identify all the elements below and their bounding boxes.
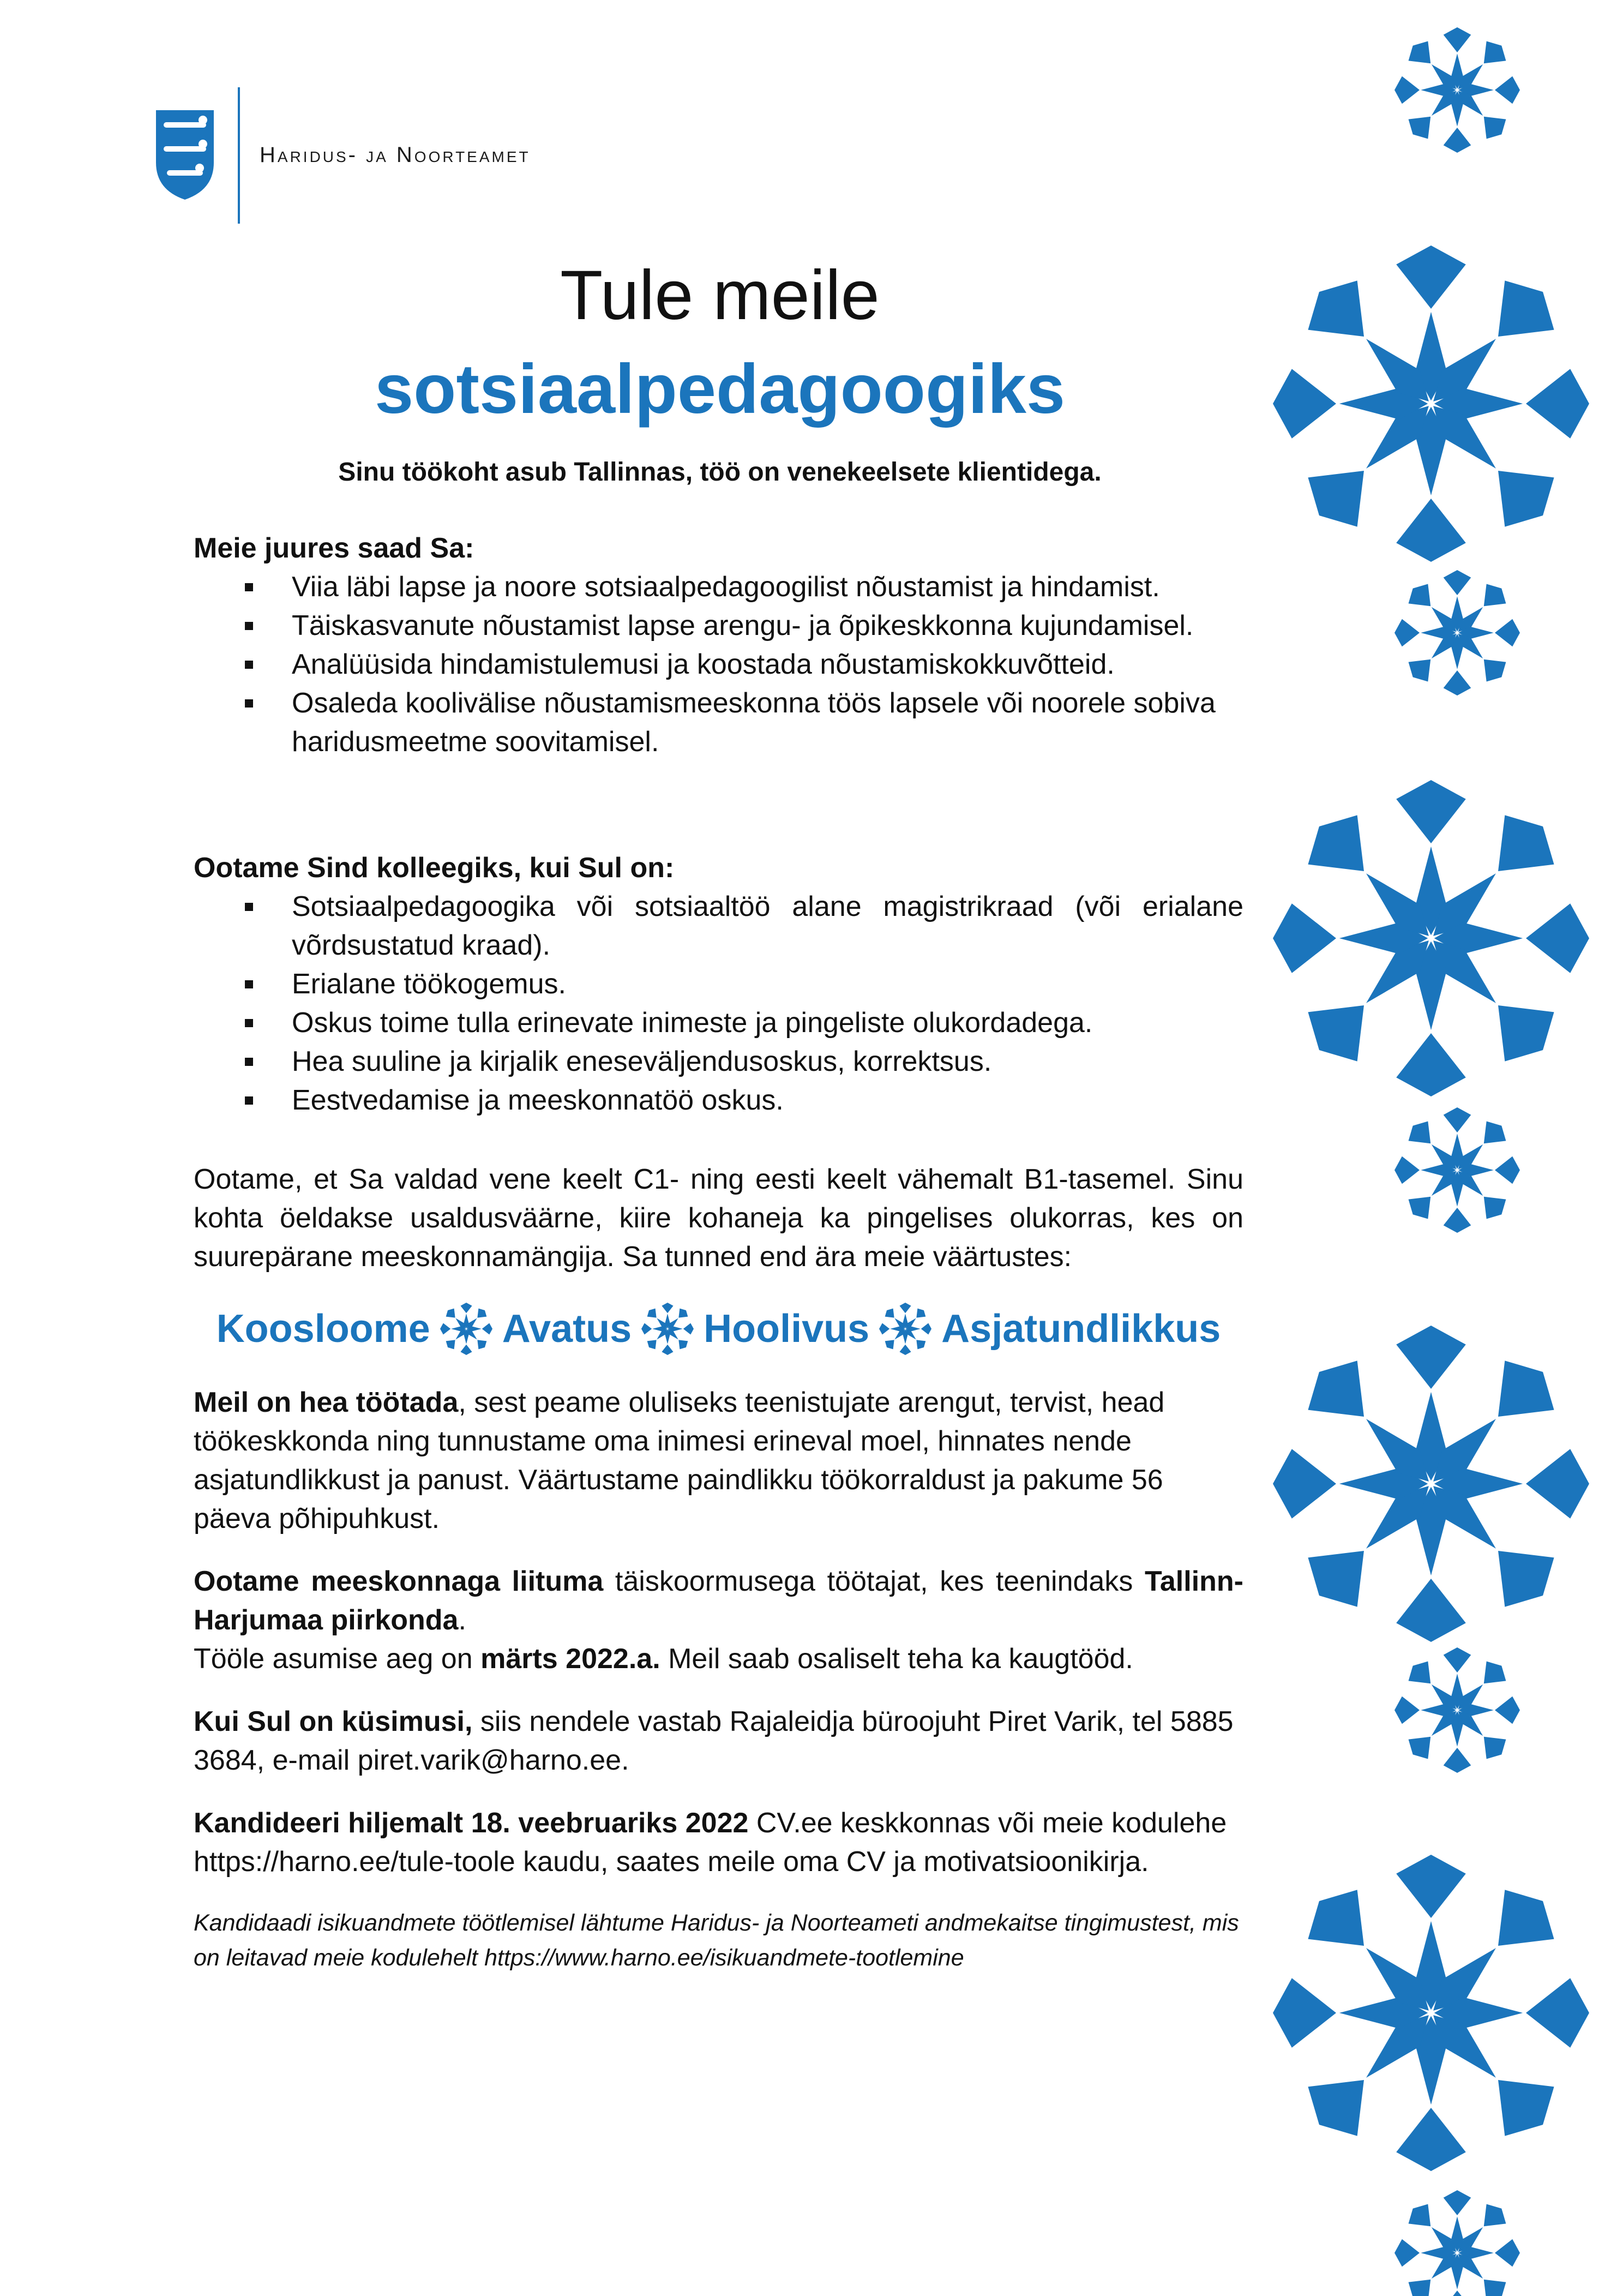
list-item: Hea suuline ja kirjalik eneseväljendusoskus, korrektsus. xyxy=(194,1042,1243,1081)
bullet-icon xyxy=(245,980,253,988)
job-ad-body xyxy=(194,529,1243,1975)
snowflake-star-icon xyxy=(1394,1107,1520,1233)
snowflake-star-icon xyxy=(1273,1326,1589,1642)
value-koosloome: Koosloome xyxy=(216,1307,430,1351)
language-paragraph: Ootame, et Sa valdad vene keelt C1- ning eesti keelt vähemalt B1-tasemel. Sinu kohta öeldakse usaldusväärne, kiire kohaneja ka pingelises olukorras, kes on suurepärane meeskonnamängija. Sa tunned end ära meie väärtustes: xyxy=(194,1164,1243,1273)
privacy-note: Kandidaadi isikuandmete töötlemisel lähtume Haridus- ja Noorteameti andmekaitse tingimustest, mis on leitavad meie kodulehelt https://www.harno.ee/isikuandmete-tootlemine xyxy=(194,1910,1239,1971)
list-item: Oskus toime tulla erinevate inimeste ja pingeliste olukordadega. xyxy=(194,1004,1243,1042)
offer-heading: Meie juures saad Sa: xyxy=(194,532,474,564)
snowflake-star-icon xyxy=(1273,245,1589,562)
bullet-icon xyxy=(245,1096,253,1105)
values-row xyxy=(194,1302,1243,1356)
start-date-paragraph: Tööle asumise aeg on märts 2022.a. Meil saab osaliselt teha ka kaugtööd. xyxy=(194,1643,1133,1675)
job-location-subtitle: Sinu töökoht asub Tallinnas, töö on venekeelsete klientidega. xyxy=(338,458,1102,487)
bullet-icon xyxy=(245,903,253,911)
organization-logo xyxy=(151,87,531,224)
contact-paragraph: Kui Sul on küsimusi, siis nendele vastab Rajaleidja bürooj​uht Piret Varik, tel 5885 3684, e-mail piret.varik@harno.ee. xyxy=(194,1706,1234,1776)
value-avatus: Avatus xyxy=(502,1307,632,1351)
bullet-icon xyxy=(245,622,253,630)
list-item: Erialane töökogemus. xyxy=(194,965,1243,1004)
estonia-coat-of-arms-icon xyxy=(151,108,219,201)
list-item: Eestvedamise ja meeskonnatöö oskus. xyxy=(194,1081,1243,1120)
page-title-position: sotsiaalpedagoogiks xyxy=(374,350,1066,428)
snowflake-star-icon xyxy=(1394,570,1520,696)
snowflake-star-icon xyxy=(1273,780,1589,1096)
snowflake-star-icon xyxy=(1273,1855,1589,2171)
bullet-icon xyxy=(245,583,253,591)
logo-divider xyxy=(238,87,240,224)
list-item: Täiskasvanute nõustamist lapse arengu- ja õpikeskkonna kujundamisel. xyxy=(194,607,1243,645)
snowflake-separator-icon xyxy=(641,1303,694,1355)
benefits-paragraph: Meil on hea töötada, sest peame oluliseks teenistujate arengut, tervist, head töökeskkonda ning tunnustame oma inimesi erineval moel, hinnates nende asjatundlikkust ja panust. Väärtustame paindlikku töökorraldust ja pakume 56 päeva põhipuhkust. xyxy=(194,1387,1165,1534)
list-item: Sotsiaalpedagoogika või sotsiaaltöö alane magistrikraad (või erialane võrdsustatud kraad). xyxy=(194,888,1243,965)
organization-name: Haridus- ja Noorteamet xyxy=(260,143,531,167)
page-title-line1: Tule meile xyxy=(560,256,880,334)
snowflake-star-icon xyxy=(1394,2190,1520,2296)
bullet-icon xyxy=(245,1019,253,1027)
bullet-icon xyxy=(245,1058,253,1066)
value-asjatundlikkus: Asjatundlikkus xyxy=(941,1307,1221,1351)
requirements-list xyxy=(194,888,1243,1120)
snowflake-separator-icon xyxy=(440,1303,492,1355)
bullet-icon xyxy=(245,699,253,708)
bullet-icon xyxy=(245,661,253,669)
list-item: Analüüsida hindamistulemusi ja koostada nõustamiskokkuvõtteid. xyxy=(194,645,1243,684)
join-paragraph: Ootame meeskonnaga liituma täiskoormusega töötajat, kes teenindaks Tallinn-Harjumaa piirkonda. xyxy=(194,1566,1243,1636)
value-hoolivus: Hoolivus xyxy=(704,1307,870,1351)
snowflake-decoration-column xyxy=(1254,0,1623,2296)
list-item: Osaleda koolivälise nõustamismeeskonna töös lapsele või noorele sobiva haridusmeetme soovitamisel. xyxy=(194,684,1243,762)
snowflake-separator-icon xyxy=(879,1303,931,1355)
list-item: Viia läbi lapse ja noore sotsiaalpedagoogilist nõustamist ja hindamist. xyxy=(194,568,1243,607)
snowflake-star-icon xyxy=(1394,1647,1520,1773)
apply-paragraph: Kandideeri hiljemalt 18. veebruariks 2022 CV.ee keskkonnas või meie kodulehe https://harno.ee/tule-toole kaudu, saates meile oma CV ja motivatsioonikirja. xyxy=(194,1807,1227,1878)
snowflake-star-icon xyxy=(1394,27,1520,153)
requirements-heading: Ootame Sind kolleegiks, kui Sul on: xyxy=(194,852,675,884)
offer-list xyxy=(194,568,1243,762)
